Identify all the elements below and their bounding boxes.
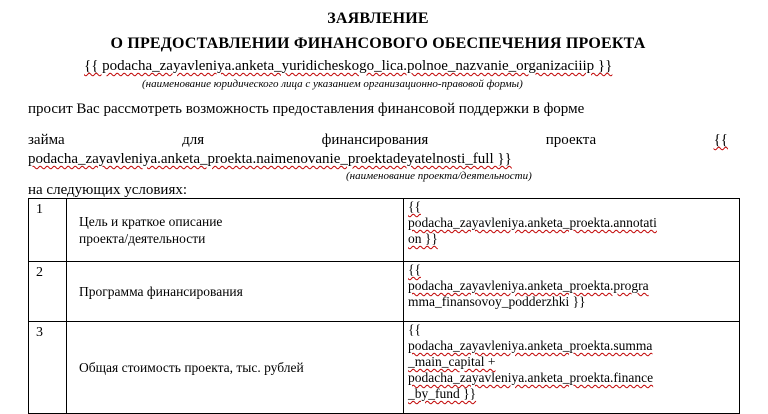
value-line: _by_fund }} [408, 386, 477, 401]
value-line: on }} [408, 231, 438, 246]
row-value [404, 199, 740, 262]
row-value [404, 322, 740, 414]
row-number: 3 [29, 322, 67, 414]
document-title: ЗАЯВЛЕНИЕ [327, 10, 429, 27]
label-line: Программа финансирования [79, 284, 243, 299]
project-field-open: {{ [713, 132, 728, 148]
row-label [67, 322, 404, 414]
row-label [67, 262, 404, 322]
table-row [29, 322, 740, 414]
project-name-placeholder: podacha_zayavleniya.anketa_proekta.naimenovanie_proektadeyatelnosti_full }} [28, 151, 512, 167]
row-value [404, 262, 740, 322]
value-line: _main_capital + [408, 354, 496, 369]
label-line: Цель и краткое описание [79, 214, 223, 229]
row-number: 2 [29, 262, 67, 322]
value-line: {{ [408, 199, 421, 214]
value-line: {{ [408, 322, 421, 337]
document-subtitle: О ПРЕДОСТАВЛЕНИИ ФИНАНСОВОГО ОБЕСПЕЧЕНИЯ ПРОЕКТА [110, 35, 646, 52]
value-line: podacha_zayavleniya.anketa_proekta.annotati [408, 215, 657, 230]
row-number: 1 [29, 199, 67, 262]
value-line: podacha_zayavleniya.anketa_proekta.summa [408, 338, 653, 353]
org-name-field [84, 57, 612, 75]
table-row [29, 262, 740, 322]
row-label [67, 199, 404, 262]
project-name-field [28, 150, 512, 168]
word-for: для [182, 132, 205, 148]
conditions-label: на следующих условиях: [28, 182, 188, 198]
project-name-note: (наименование проекта/деятельности) [346, 170, 532, 182]
word-loan: займа [28, 132, 65, 148]
table-row [29, 199, 740, 262]
org-name-placeholder: {{ podacha_zayavleniya.anketa_yuridicheskogo_lica.polnoe_nazvanie_organizaciiip }} [84, 58, 613, 74]
label-line: Общая стоимость проекта, тыс. рублей [79, 360, 304, 375]
label-line: проекта/деятельности [79, 231, 206, 246]
value-line: podacha_zayavleniya.anketa_proekta.progra [408, 278, 649, 293]
org-name-note: (наименование юридического лица с указанием организационно-правовой формы) [142, 78, 523, 90]
request-text: просит Вас рассмотреть возможность предоставления финансовой поддержки в форме [28, 101, 585, 117]
request-text-justified [28, 131, 728, 149]
word-project: проекта [545, 132, 597, 148]
value-line: {{ [408, 262, 421, 277]
word-financing: финансирования [321, 132, 429, 148]
conditions-table [28, 198, 740, 414]
value-line: mma_finansovoy_podderzhki }} [408, 294, 586, 309]
value-line: podacha_zayavleniya.anketa_proekta.finance [408, 370, 654, 385]
